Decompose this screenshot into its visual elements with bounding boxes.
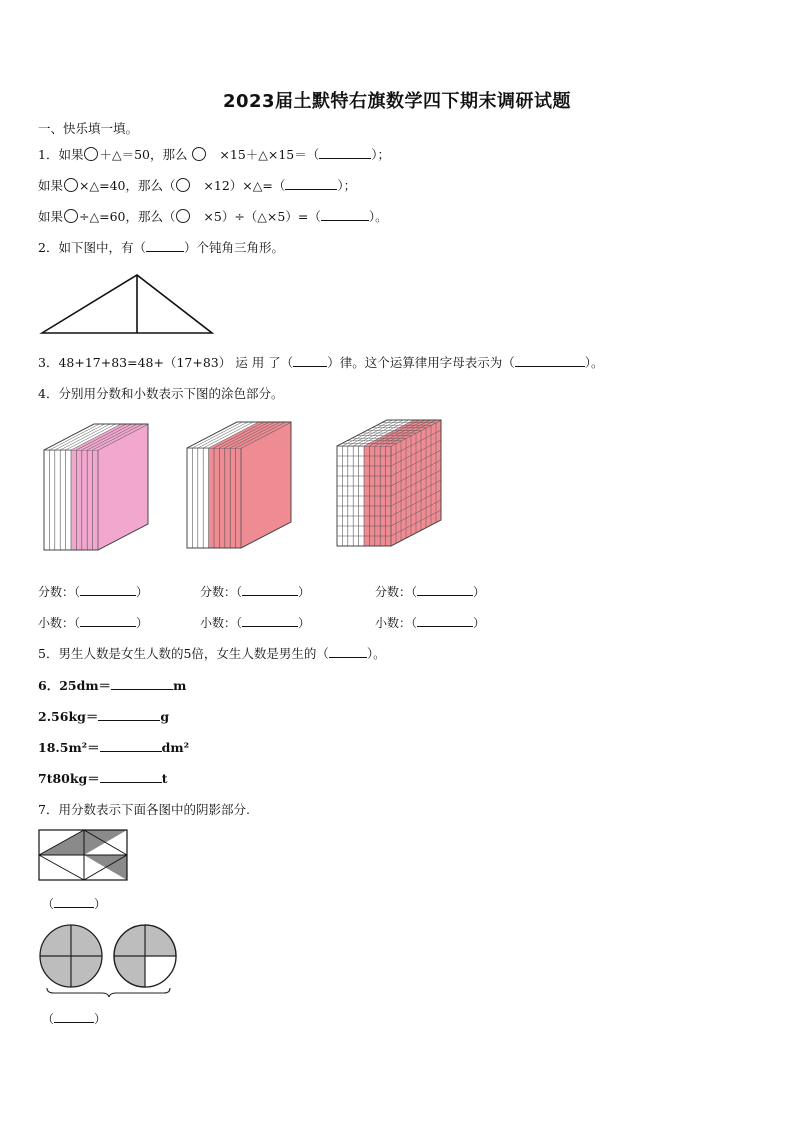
question-3: 3．48+17+83=48+（17+83） 运 用 了（ ）律。这个运算律用字母表示为（ ）。 <box>38 355 604 370</box>
answer-blank[interactable] <box>111 689 173 690</box>
circle-symbol <box>64 178 78 192</box>
cube-figure-thousandths <box>335 418 445 554</box>
section-heading: 一、快乐填一填。 <box>38 121 139 136</box>
question-6-line-1: 6．25dm＝ m <box>38 678 187 693</box>
shaded-rectangle-figure <box>39 830 129 882</box>
answer-blank[interactable] <box>293 366 327 367</box>
question-6-line-2: 2.56kg＝ g <box>38 709 170 724</box>
answer-blank[interactable] <box>80 626 136 627</box>
question-6-line-3: 18.5m²＝ dm² <box>38 740 190 755</box>
answer-blank[interactable] <box>100 782 162 783</box>
cube-figure-tenths <box>42 422 152 554</box>
fraction-answer-3: 分数：（ ） <box>375 585 486 599</box>
answer-blank[interactable] <box>242 595 298 596</box>
answer-blank[interactable] <box>146 251 184 252</box>
decimal-answer-2: 小数：（ ） <box>200 616 311 630</box>
fraction-answer-2: 分数：（ ） <box>200 585 311 599</box>
question-6-line-4: 7t80kg＝ t <box>38 771 168 786</box>
fraction-answer-1: 分数：（ ） <box>38 585 149 599</box>
answer-blank[interactable] <box>417 626 473 627</box>
circle-symbol <box>64 209 78 223</box>
answer-blank[interactable] <box>242 626 298 627</box>
question-1-line-2: 如果 ×△=40，那么（ ×12）×△=（ ）； <box>38 178 357 193</box>
answer-blank[interactable] <box>515 366 585 367</box>
quarter-circles-figure <box>38 924 178 998</box>
answer-blank[interactable] <box>98 720 160 721</box>
decimal-answer-1: 小数：（ ） <box>38 616 149 630</box>
circle-symbol <box>84 147 98 161</box>
circle-symbol <box>176 178 190 192</box>
answer-blank[interactable] <box>54 907 94 908</box>
answer-blank[interactable] <box>417 595 473 596</box>
answer-blank[interactable] <box>80 595 136 596</box>
answer-blank[interactable] <box>285 189 337 190</box>
decimal-answer-3: 小数：（ ） <box>375 616 486 630</box>
circle-symbol <box>192 147 206 161</box>
question-1-line-1: 1．如果 ＋△＝50，那么 ×15＋△×15＝（ ）； <box>38 147 391 162</box>
answer-blank[interactable] <box>329 657 367 658</box>
answer-blank[interactable] <box>54 1022 94 1023</box>
question-7: 7．用分数表示下面各图中的阴影部分. <box>38 802 250 817</box>
answer-blank[interactable] <box>319 158 371 159</box>
answer-parens-circles: （ ） <box>42 1012 107 1026</box>
question-4: 4．分别用分数和小数表示下图的涂色部分。 <box>38 386 284 401</box>
answer-blank[interactable] <box>321 220 369 221</box>
question-2: 2．如下图中，有（ ）个钝角三角形。 <box>38 240 284 255</box>
triangle-figure <box>40 272 215 336</box>
question-5: 5．男生人数是女生人数的5倍，女生人数是男生的（ ）。 <box>38 646 386 661</box>
page-title: 2023届土默特右旗数学四下期末调研试题 <box>222 91 572 112</box>
question-1-line-3: 如果 ÷△=60，那么（ ×5）÷（△×5）=（ ）。 <box>38 209 388 224</box>
cube-figure-hundredths <box>185 420 295 554</box>
answer-parens-rectangle: （ ） <box>42 897 107 911</box>
answer-blank[interactable] <box>100 751 162 752</box>
circle-symbol <box>176 209 190 223</box>
